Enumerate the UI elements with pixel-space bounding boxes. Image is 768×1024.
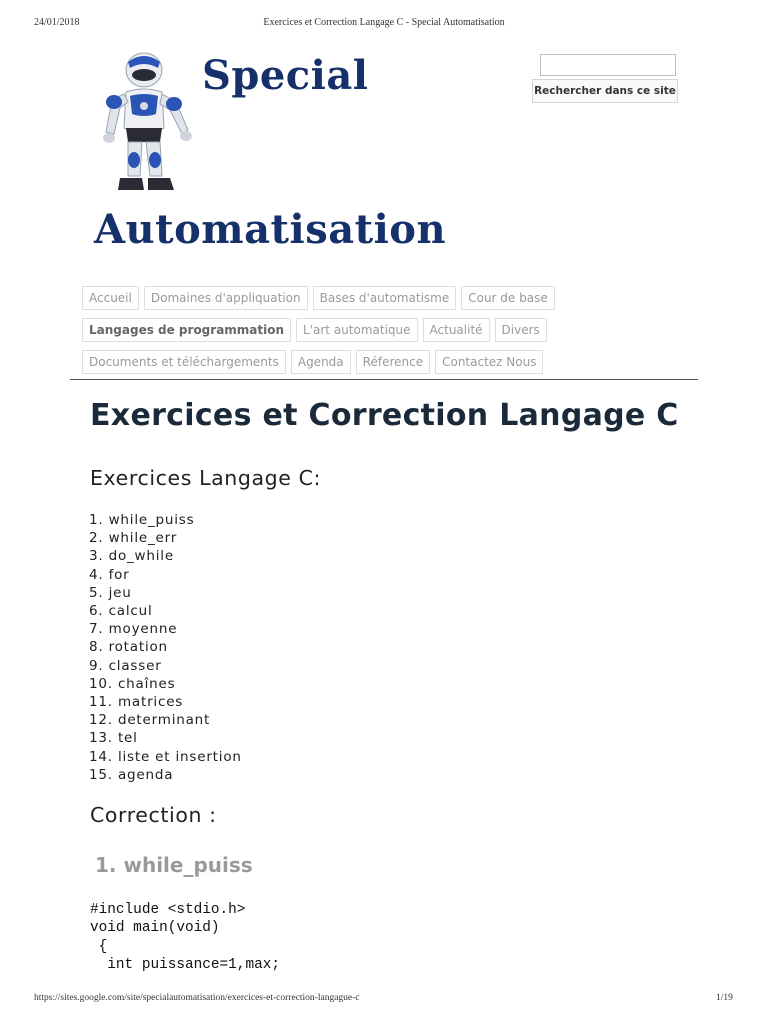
nav-row — [82, 318, 542, 342]
nav-item-reference[interactable]: Réference — [356, 350, 430, 374]
nav-item-art-automatique[interactable]: L'art automatique — [296, 318, 417, 342]
list-item[interactable]: 15. agenda — [89, 766, 174, 783]
list-item[interactable]: 5. jeu — [89, 584, 132, 601]
list-item[interactable]: 13. tel — [89, 730, 138, 747]
list-item[interactable]: 10. chaînes — [89, 675, 176, 692]
list-item[interactable]: 6. calcul — [89, 603, 153, 620]
list-item[interactable]: 11. matrices — [89, 694, 184, 711]
site-navigation — [82, 286, 548, 382]
list-item[interactable]: 2. while_err — [89, 530, 178, 547]
list-item[interactable]: 4. for — [89, 566, 130, 583]
nav-item-bases[interactable]: Bases d'automatisme — [313, 286, 457, 310]
print-url: https://sites.google.com/site/specialautomatisation/exercices-et-correction-langague-c — [34, 993, 360, 1003]
nav-item-accueil[interactable]: Accueil — [82, 286, 139, 310]
nav-item-divers[interactable]: Divers — [495, 318, 547, 342]
page-title: Exercices et Correction Langage C — [90, 398, 679, 433]
nav-item-langages[interactable]: Langages de programmation — [82, 318, 291, 342]
nav-item-cour-de-base[interactable]: Cour de base — [461, 286, 555, 310]
nav-row — [82, 350, 542, 374]
nav-row — [82, 286, 548, 310]
correction-subheading: 1. while_puiss — [95, 853, 253, 877]
exercise-list — [89, 511, 242, 784]
list-item[interactable]: 3. do_while — [89, 548, 174, 565]
list-item[interactable]: 9. classer — [89, 657, 162, 674]
site-title-special[interactable]: Special — [202, 52, 369, 99]
print-date: 24/01/2018 — [34, 17, 80, 28]
header-divider — [70, 379, 698, 380]
print-doc-title: Exercices et Correction Langage C - Special Automatisation — [263, 17, 505, 28]
code-block: #include <stdio.h> void main(void) { int puissance=1,max; — [90, 902, 280, 973]
nav-item-agenda[interactable]: Agenda — [291, 350, 351, 374]
list-item[interactable]: 8. rotation — [89, 639, 168, 656]
print-page-number: 1/19 — [716, 993, 733, 1003]
robot-logo — [98, 48, 194, 204]
exercises-heading: Exercices Langage C: — [90, 466, 322, 490]
list-item[interactable]: 1. while_puiss — [89, 512, 195, 528]
list-item[interactable]: 12. determinant — [89, 712, 211, 729]
correction-heading: Correction : — [90, 803, 217, 827]
site-title-automatisation[interactable]: Automatisation — [94, 206, 447, 253]
nav-item-contact[interactable]: Contactez Nous — [435, 350, 543, 374]
list-item[interactable]: 7. moyenne — [89, 621, 178, 638]
nav-item-documents[interactable]: Documents et téléchargements — [82, 350, 286, 374]
search-button[interactable]: Rechercher dans ce site — [532, 79, 678, 103]
nav-item-actualite[interactable]: Actualité — [423, 318, 490, 342]
search-input[interactable] — [540, 54, 676, 76]
nav-item-domaines[interactable]: Domaines d'appliquation — [144, 286, 308, 310]
list-item[interactable]: 14. liste et insertion — [89, 748, 242, 765]
